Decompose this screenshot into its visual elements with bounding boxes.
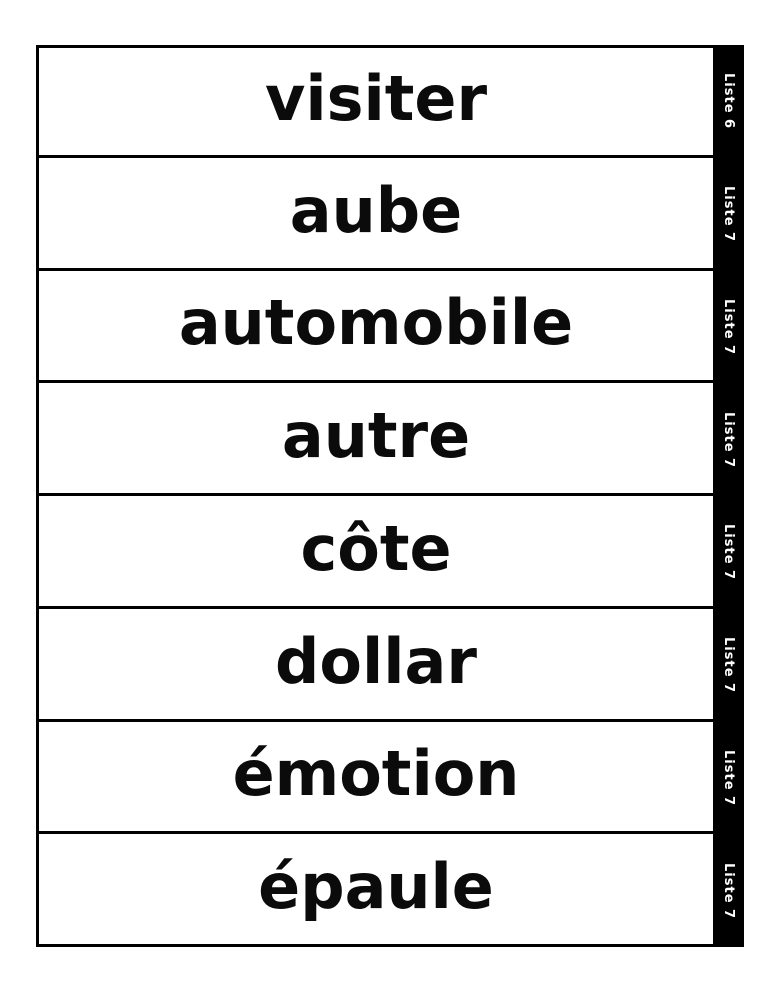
list-tab-label: Liste 7: [721, 637, 736, 694]
word-cell: [36, 722, 713, 835]
word-cell: [36, 158, 713, 271]
list-tab-label: Liste 6: [721, 73, 736, 130]
word-cell: [36, 383, 713, 496]
word-text: dollar: [275, 624, 477, 698]
word-text: épaule: [258, 850, 494, 924]
list-tab-label: Liste 7: [721, 862, 736, 919]
word-text: autre: [281, 399, 471, 473]
list-tab-label: Liste 7: [721, 749, 736, 806]
word-text: aube: [289, 173, 463, 247]
list-tab: [713, 383, 744, 496]
list-tab: [713, 158, 744, 271]
word-row: [36, 271, 744, 384]
word-cell: [36, 834, 713, 947]
list-tab: [713, 722, 744, 835]
list-tab: [713, 45, 744, 158]
list-tab-label: Liste 7: [721, 298, 736, 355]
word-row: [36, 609, 744, 722]
word-row: [36, 834, 744, 947]
word-cell: [36, 496, 713, 609]
word-row: [36, 158, 744, 271]
word-row: [36, 383, 744, 496]
list-tab-label: Liste 7: [721, 186, 736, 243]
word-text: automobile: [178, 286, 574, 360]
list-tab-label: Liste 7: [721, 524, 736, 581]
word-row: [36, 722, 744, 835]
list-tab: [713, 609, 744, 722]
word-row: [36, 45, 744, 158]
word-text: visiter: [264, 62, 488, 136]
word-text: côte: [300, 511, 452, 585]
word-cell: [36, 609, 713, 722]
word-text: émotion: [232, 737, 520, 811]
list-tab: [713, 834, 744, 947]
list-tab: [713, 496, 744, 609]
list-tab-label: Liste 7: [721, 411, 736, 468]
word-cell: [36, 271, 713, 384]
word-card-list: [36, 45, 744, 947]
list-tab: [713, 271, 744, 384]
word-row: [36, 496, 744, 609]
word-cell: [36, 45, 713, 158]
